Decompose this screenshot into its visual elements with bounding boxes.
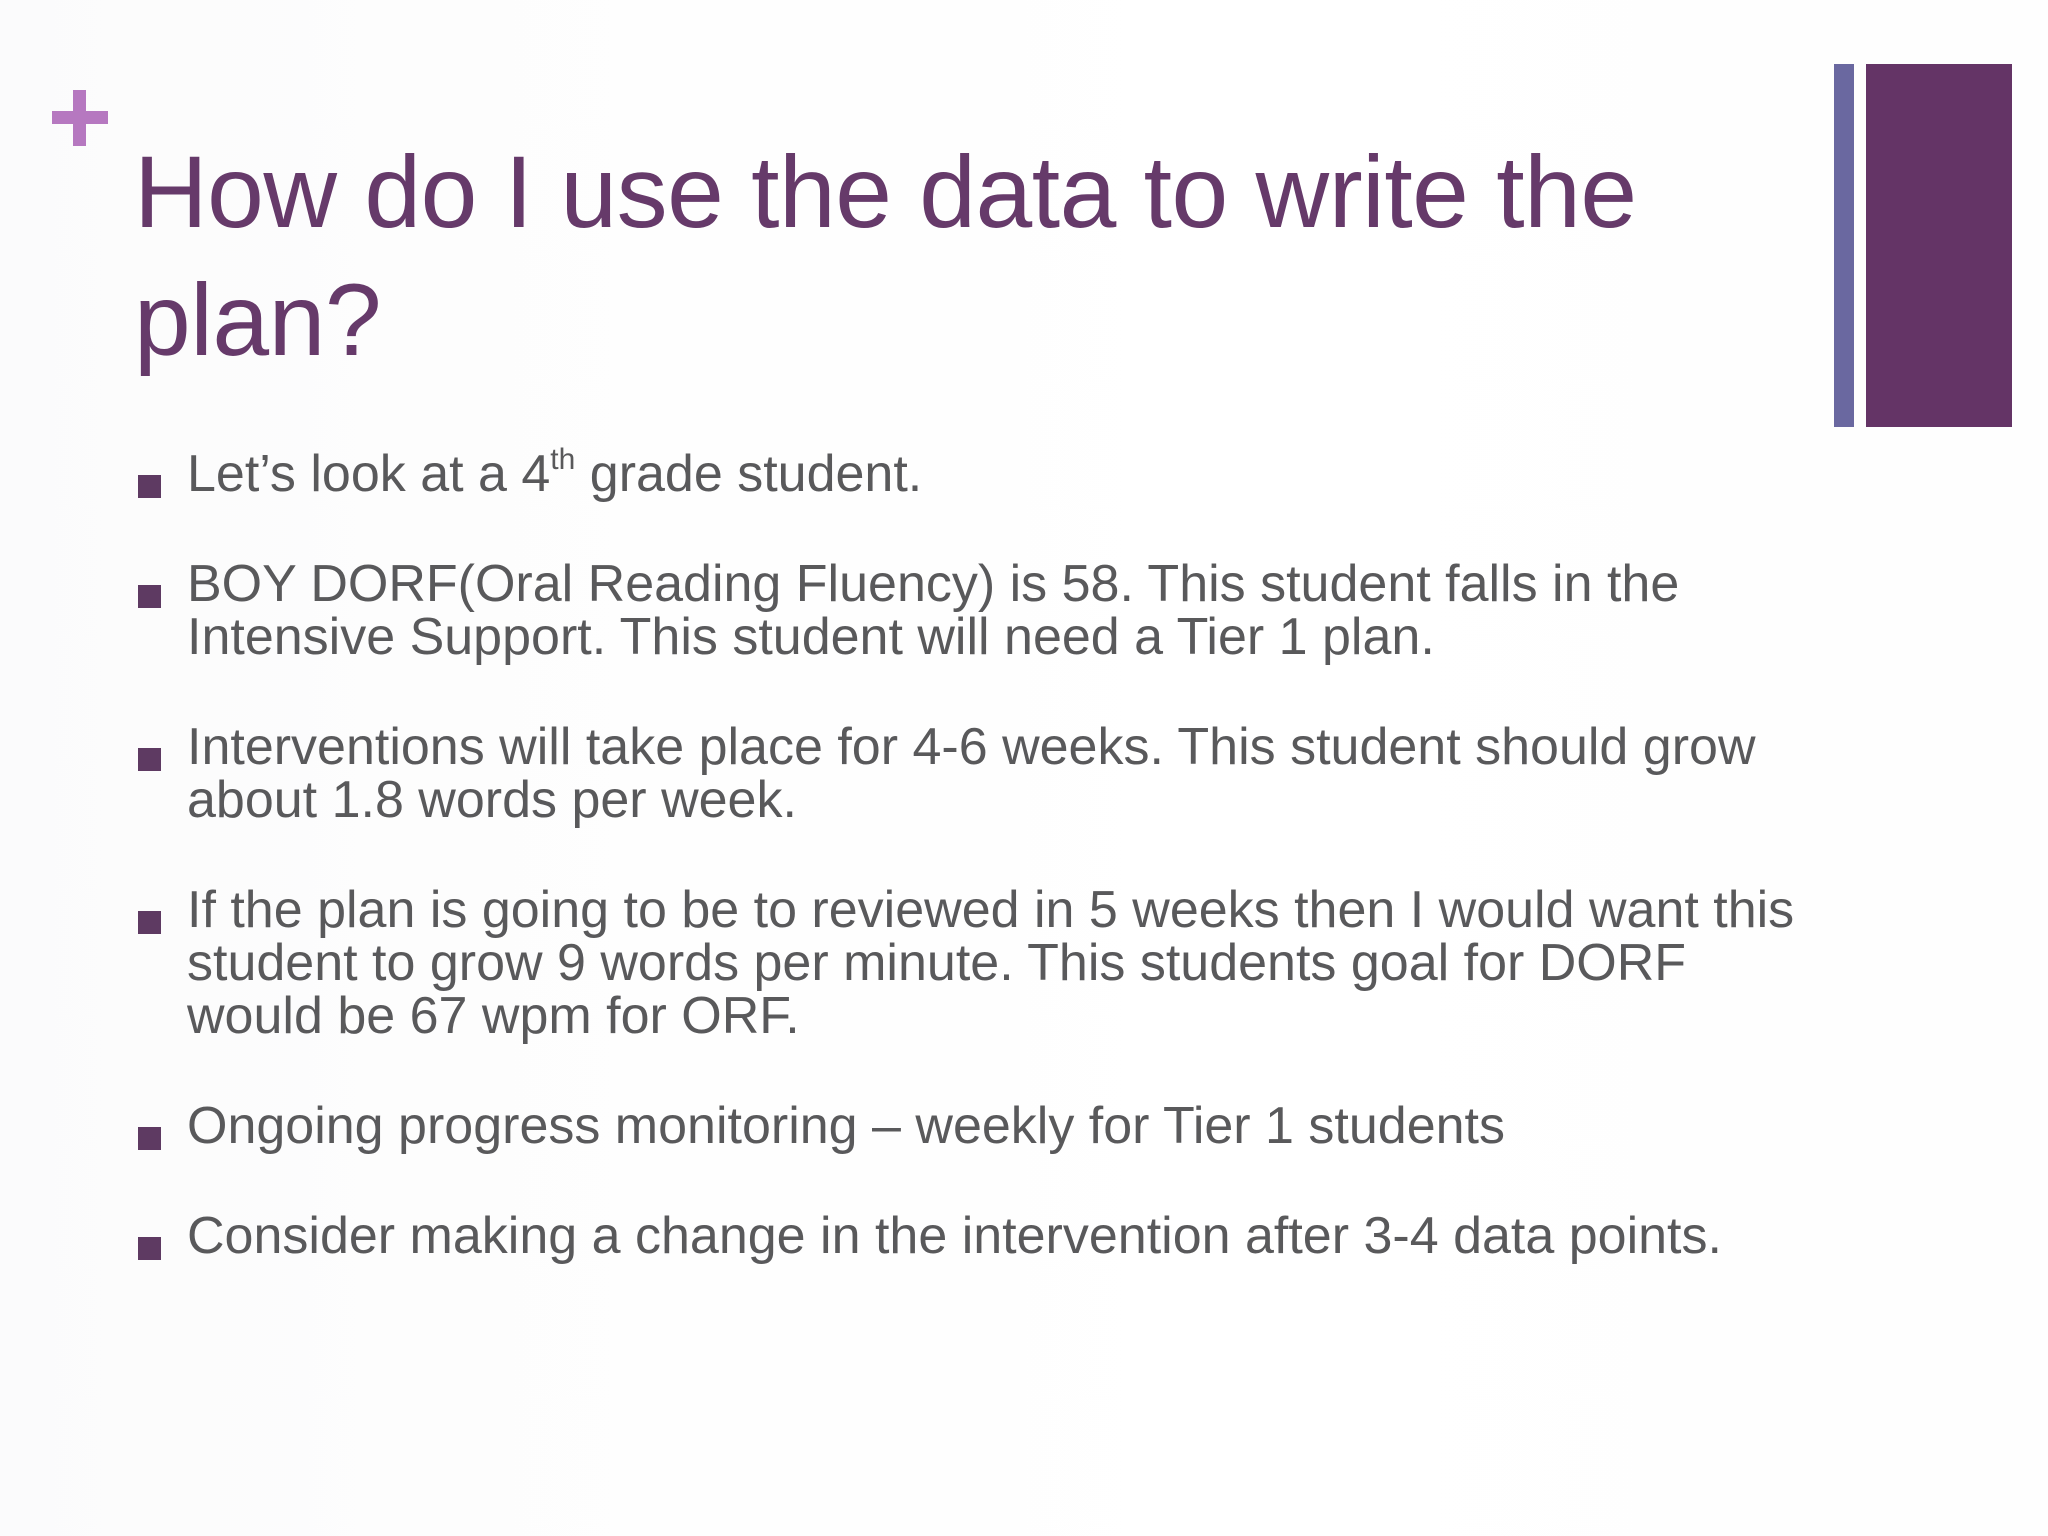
bullet-item [134,1207,1824,1265]
square-bullet-icon [138,1127,161,1150]
bullet-text-superscript: th [550,443,576,476]
plus-icon [52,90,108,146]
bullet-item [134,1097,1824,1155]
bullet-item [134,443,1824,503]
accent-bar-thin [1834,64,1854,427]
plus-icon-vertical [73,90,86,146]
bullet-item [134,718,1824,829]
square-bullet-icon [138,585,161,608]
square-bullet-icon [138,475,161,498]
bullet-text: Ongoing progress monitoring – weekly for Tier 1 students [187,1097,1506,1155]
bullet-item [134,555,1824,666]
bullet-text-after: grade student. [575,445,923,503]
bullet-text: Interventions will take place for 4-6 weeks. This student should grow about 1.8 words per week. [187,718,1756,829]
bullet-text: If the plan is going to be to reviewed in 5 weeks then I would want this student to grow 9 words per minute. This students goal for DORF would be 67 wpm for ORF. [187,881,1795,1045]
square-bullet-icon [138,911,161,934]
square-bullet-icon [138,1237,161,1260]
square-bullet-icon [138,748,161,771]
bullet-item [134,881,1824,1045]
bullet-text-before: Let’s look at a 4 [187,445,551,503]
slide-title: How do I use the data to write the plan? [134,135,1637,377]
bullet-text [187,445,922,503]
bullet-text: BOY DORF(Oral Reading Fluency) is 58. This student falls in the Intensive Support. This student will need a Tier 1 plan. [187,555,1680,666]
accent-bar-thick [1866,64,2012,427]
bullet-text: Consider making a change in the intervention after 3-4 data points. [187,1207,1722,1265]
bullet-list [134,443,1824,1320]
